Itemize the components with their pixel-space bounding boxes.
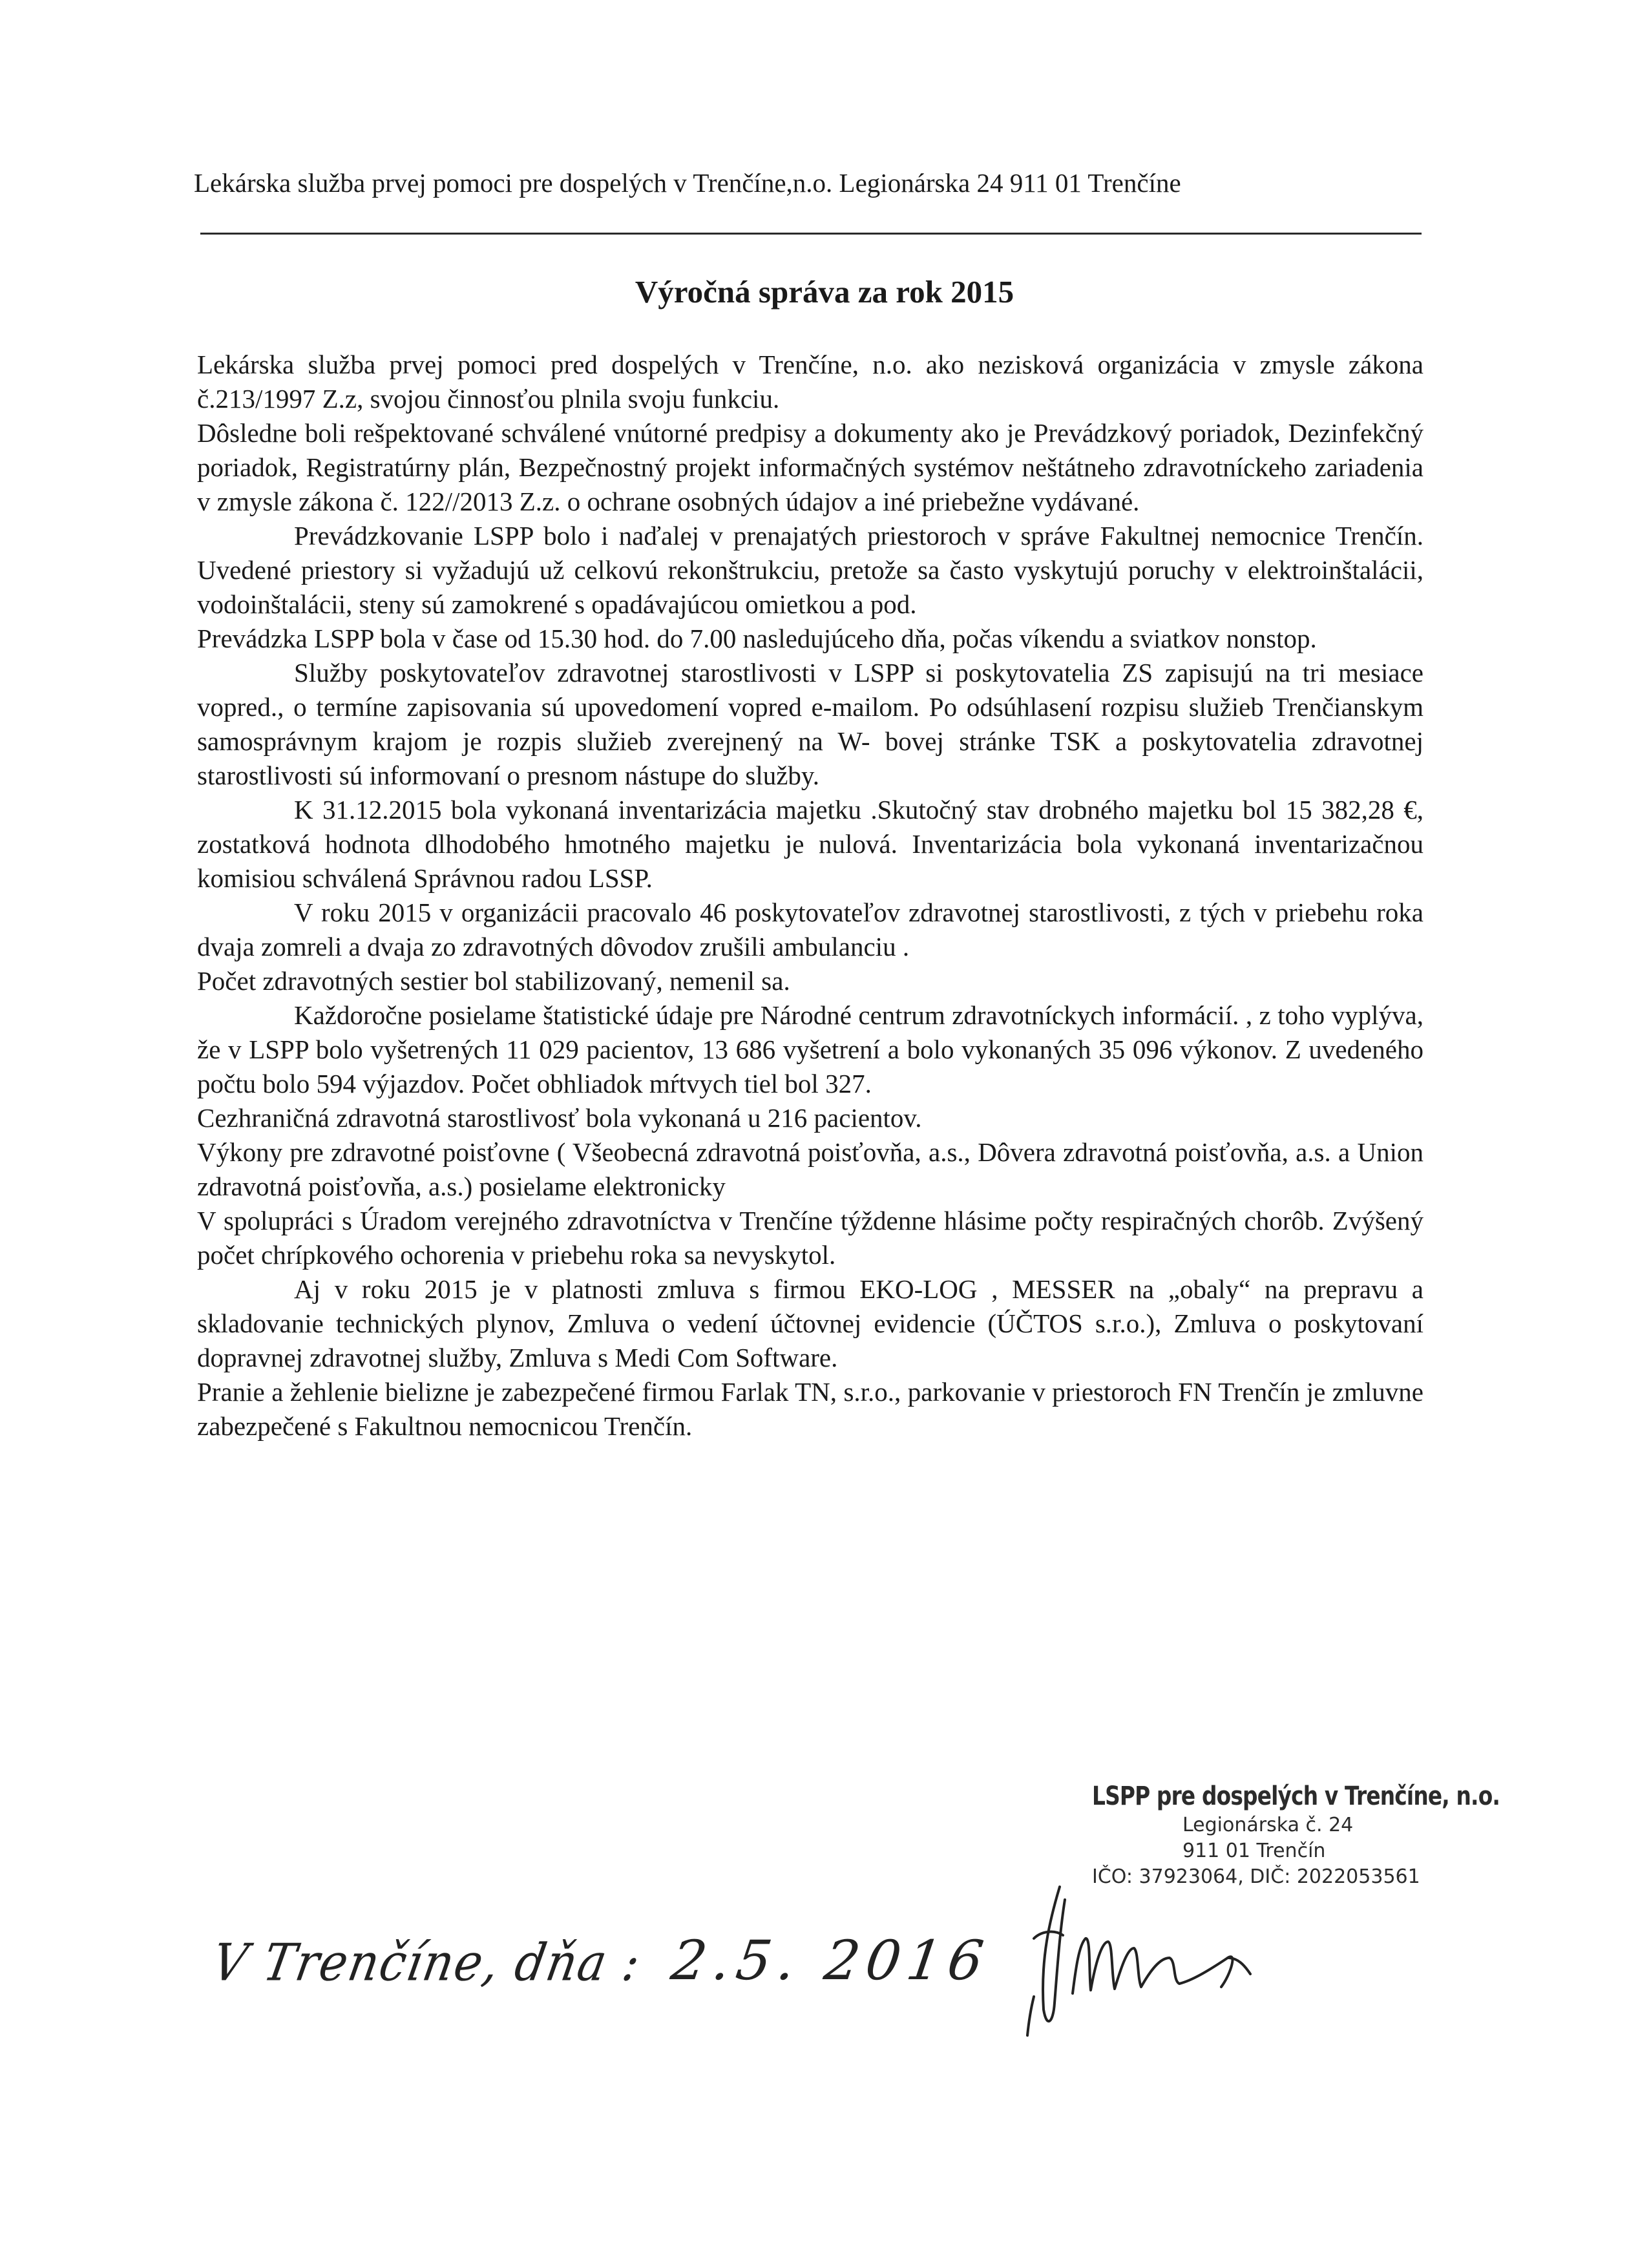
- handwritten-date: 2.5. 2016: [667, 1929, 994, 1992]
- letterhead-divider: [200, 233, 1422, 235]
- paragraph: Lekárska služba prvej pomoci pred dospelých v Trenčíne, n.o. ako nezisková organizácia v zmysle zákona č.213/1997 Z.z, svojou činnosťou plnila svoju funkciu.: [197, 350, 1423, 414]
- stamp-city: 911 01 Trenčín: [1182, 1840, 1326, 1862]
- stamp-ids: IČO: 37923064, DIČ: 2022053561: [1092, 1865, 1420, 1888]
- paragraph: K 31.12.2015 bola vykonaná inventarizácia majetku .Skutočný stav drobného majetku bol 15 382,28 €, zostatková hodnota dlhodobého hmotného majetku je nulová. Inventarizácia bola vykonaná inventarizačnou komisiou schválená Správnou radou LSSP.: [197, 795, 1423, 893]
- paragraph: Počet zdravotných sestier bol stabilizovaný, nemenil sa.: [197, 966, 790, 996]
- paragraph: Výkony pre zdravotné poisťovne ( Všeobecná zdravotná poisťovňa, a.s., Dôvera zdravotná poisťovňa, a.s. a Union zdravotná poisťovňa, a.s.) posielame elektronicky: [197, 1137, 1423, 1201]
- paragraph: Dôsledne boli rešpektované schválené vnútorné predpisy a dokumenty ako je Prevádzkový poriadok, Dezinfekčný poriadok, Registratúrny plán, Bezpečnostný projekt informačných systémov neštátneho zdravotníckeho zariadenia v zmysle zákona č. 122//2013 Z.z. o ochrane osobných údajov a iné priebežne vydávané.: [197, 418, 1423, 516]
- paragraph: Prevádzkovanie LSPP bolo i naďalej v prenajatých priestoroch v správe Fakultnej nemocnice Trenčín. Uvedené priestory si vyžadujú už celkovú rekonštrukciu, pretože sa často vyskytujú poruchy v elektroinštalácii, vodoinštalácii, steny sú zamokrené s opadávajúcou omietkou a pod.: [197, 521, 1423, 619]
- stamp-street: Legionárska č. 24: [1182, 1814, 1354, 1836]
- paragraph: Prevádzka LSPP bola v čase od 15.30 hod. do 7.00 nasledujúceho dňa, počas víkendu a sviatkov nonstop.: [197, 624, 1317, 653]
- handwritten-place: V Trenčíne, dňa :: [207, 1932, 646, 1993]
- paragraph: Pranie a žehlenie bielizne je zabezpečené firmou Farlak TN, s.r.o., parkovanie v priestoroch FN Trenčín je zmluvne zabezpečené s Fakultnou nemocnicou Trenčín.: [197, 1377, 1423, 1441]
- paragraph: Každoročne posielame štatistické údaje pre Národné centrum zdravotníckych informácií. , z toho vyplýva, že v LSPP bolo vyšetrených 11 029 pacientov, 13 686 vyšetrení a bolo vykonaných 35 096 výkonov. Z uvedeného počtu bolo 594 výjazdov. Počet obhliadok mŕtvych tiel bol 327.: [197, 1000, 1423, 1098]
- document-title: Výročná správa za rok 2015: [635, 274, 1014, 310]
- handwritten-place-date: [207, 1929, 994, 2026]
- paragraph: V spolupráci s Úradom verejného zdravotníctva v Trenčíne týždenne hlásime počty respiračných chorôb. Zvýšený počet chrípkového ochorenia v priebehu roka sa nevyskytol.: [197, 1206, 1423, 1270]
- paragraph: V roku 2015 v organizácii pracovalo 46 poskytovateľov zdravotnej starostlivosti, z tých v priebehu roka dvaja zomreli a dvaja zo zdravotných dôvodov zrušili ambulanciu .: [197, 898, 1423, 961]
- paragraph: Cezhraničná zdravotná starostlivosť bola vykonaná u 216 pacientov.: [197, 1103, 922, 1133]
- letterhead: Lekárska služba prvej pomoci pre dospelých v Trenčíne,n.o. Legionárska 24 911 01 Trenčíne: [194, 168, 1181, 198]
- signature-icon: [1014, 1861, 1305, 2042]
- paragraph: Aj v roku 2015 je v platnosti zmluva s firmou EKO-LOG , MESSER na „obaly“ na prepravu a skladovanie technických plynov, Zmluva o vedení účtovnej evidencie (ÚČTOS s.r.o.), Zmluva o poskytovaní dopravnej zdravotnej služby, Zmluva s Medi Com Software.: [197, 1274, 1423, 1372]
- report-body: [197, 348, 1423, 1444]
- paragraph: Služby poskytovateľov zdravotnej starostlivosti v LSPP si poskytovatelia ZS zapisujú na tri mesiace vopred., o termíne zapisovania sú upovedomení vopred e-mailom. Po odsúhlasení rozpisu služieb Trenčianskym samosprávnym krajom je rozpis služieb zverejnený na W- bovej stránke TSK a poskytovatelia zdravotnej starostlivosti sú informovaní o presnom nástupe do služby.: [197, 658, 1423, 790]
- stamp-organization-name: LSPP pre dospelých v Trenčíne, n.o.: [1092, 1781, 1500, 1811]
